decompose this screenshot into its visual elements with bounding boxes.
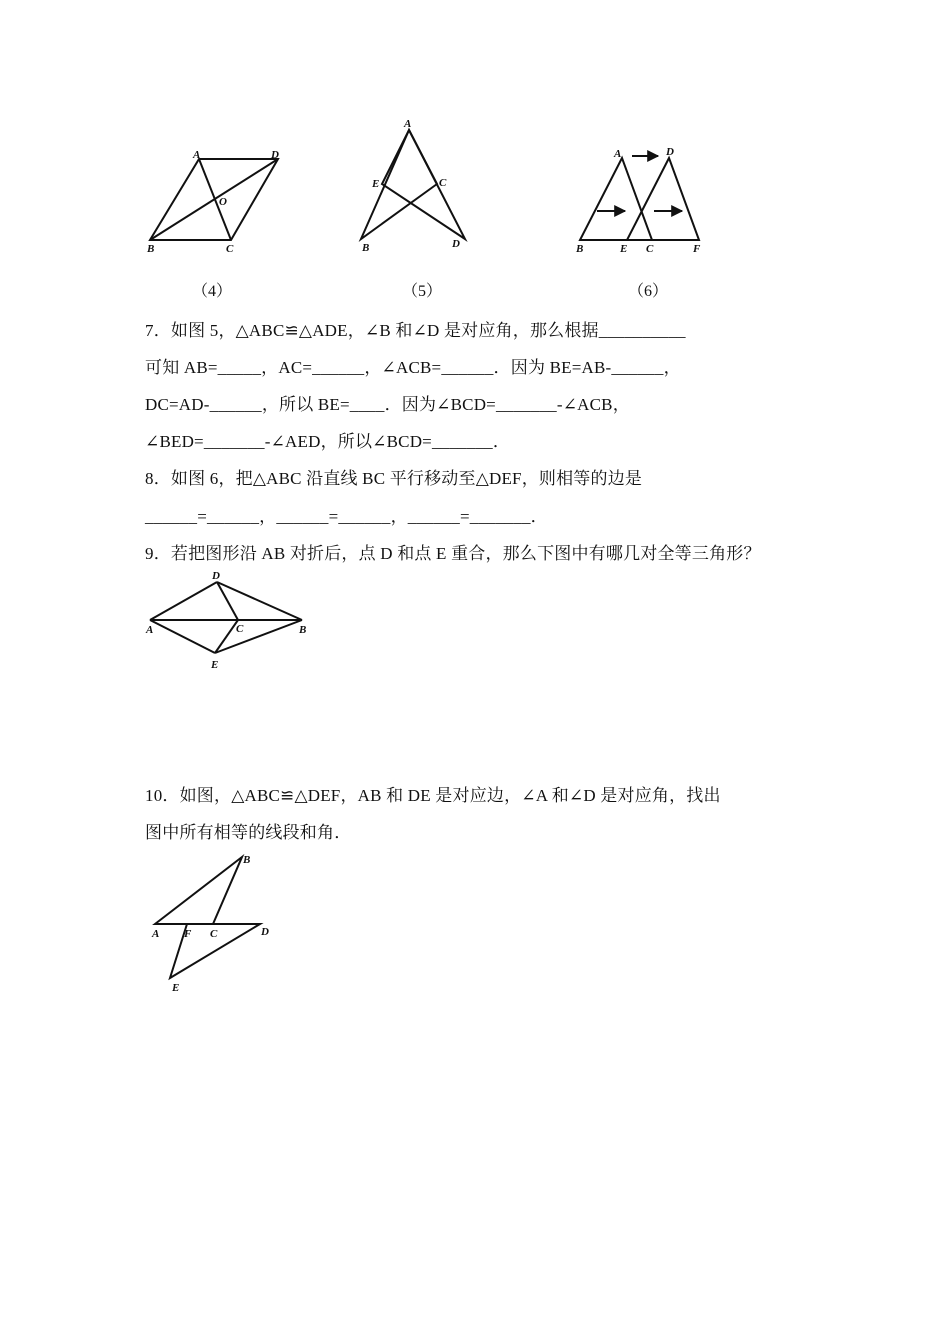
label-C: C: [439, 177, 447, 189]
label-C: C: [210, 928, 218, 940]
label-B: B: [576, 243, 584, 255]
label-F: F: [184, 928, 192, 940]
question-8-line-1: 8．如图 6，把△ABC 沿直线 BC 平行移动至△DEF，则相等的边是: [145, 469, 643, 488]
label-E: E: [211, 659, 219, 671]
segment-ad: [150, 582, 217, 620]
label-D: D: [452, 238, 460, 250]
label-E: E: [620, 243, 628, 255]
label-O: O: [219, 196, 227, 208]
figure-10-congruent-triangles: [140, 850, 290, 1000]
label-B: B: [147, 243, 155, 255]
caption-figure-4: （4）: [192, 283, 233, 300]
figure-6-translation: [570, 140, 710, 260]
label-E: E: [172, 982, 180, 994]
label-E: E: [372, 178, 380, 190]
question-7-line-4: ∠BED=_______-∠AED，所以∠BCD=_______．: [145, 432, 511, 451]
question-10-line-2: 图中所有相等的线段和角．: [145, 823, 352, 842]
question-9-line-1: 9．若把图形沿 AB 对折后，点 D 和点 E 重合，那么下图中有哪几对全等三角形？: [145, 544, 761, 563]
triangle-abc: [155, 857, 242, 924]
label-B: B: [362, 242, 370, 254]
label-B: B: [299, 624, 307, 636]
question-7-line-1: 7．如图 5，△ABC≌△ADE，∠B 和∠D 是对应角，那么根据__________: [145, 321, 686, 340]
triangle-ade: [382, 130, 465, 239]
figure-9-kite: [140, 568, 320, 678]
label-A: A: [152, 928, 160, 940]
label-C: C: [236, 623, 244, 635]
question-10-line-1: 10．如图，△ABC≌△DEF，AB 和 DE 是对应边，∠A 和∠D 是对应角，找出: [145, 786, 721, 805]
label-A: A: [193, 149, 201, 161]
label-D: D: [271, 149, 279, 161]
caption-figure-5: （5）: [402, 283, 443, 300]
question-8-line-2: ______=______，______=______，______=_______．: [145, 507, 548, 526]
triangle-abc: [580, 158, 652, 240]
label-B: B: [243, 854, 251, 866]
label-A: A: [404, 118, 412, 130]
caption-figure-6: （6）: [628, 283, 669, 300]
segment-db: [217, 582, 302, 620]
label-A: A: [614, 148, 622, 160]
label-C: C: [646, 243, 654, 255]
question-7-line-2: 可知 AB=_____，AC=______，∠ACB=______．因为 BE=AB-______，: [145, 358, 681, 377]
label-D: D: [212, 570, 220, 582]
segment-eb: [215, 620, 302, 653]
label-D: D: [666, 146, 674, 158]
figure-5-triangles: [350, 115, 480, 255]
question-7-line-3: DC=AD-______，所以 BE=____．因为∠BCD=_______-∠ACB，: [145, 395, 630, 414]
label-A: A: [146, 624, 154, 636]
segment-ae: [150, 620, 215, 653]
label-C: C: [226, 243, 234, 255]
diagonal-bd: [150, 159, 278, 240]
figure-4-parallelogram: [140, 145, 290, 255]
label-D: D: [261, 926, 269, 938]
label-F: F: [693, 243, 701, 255]
